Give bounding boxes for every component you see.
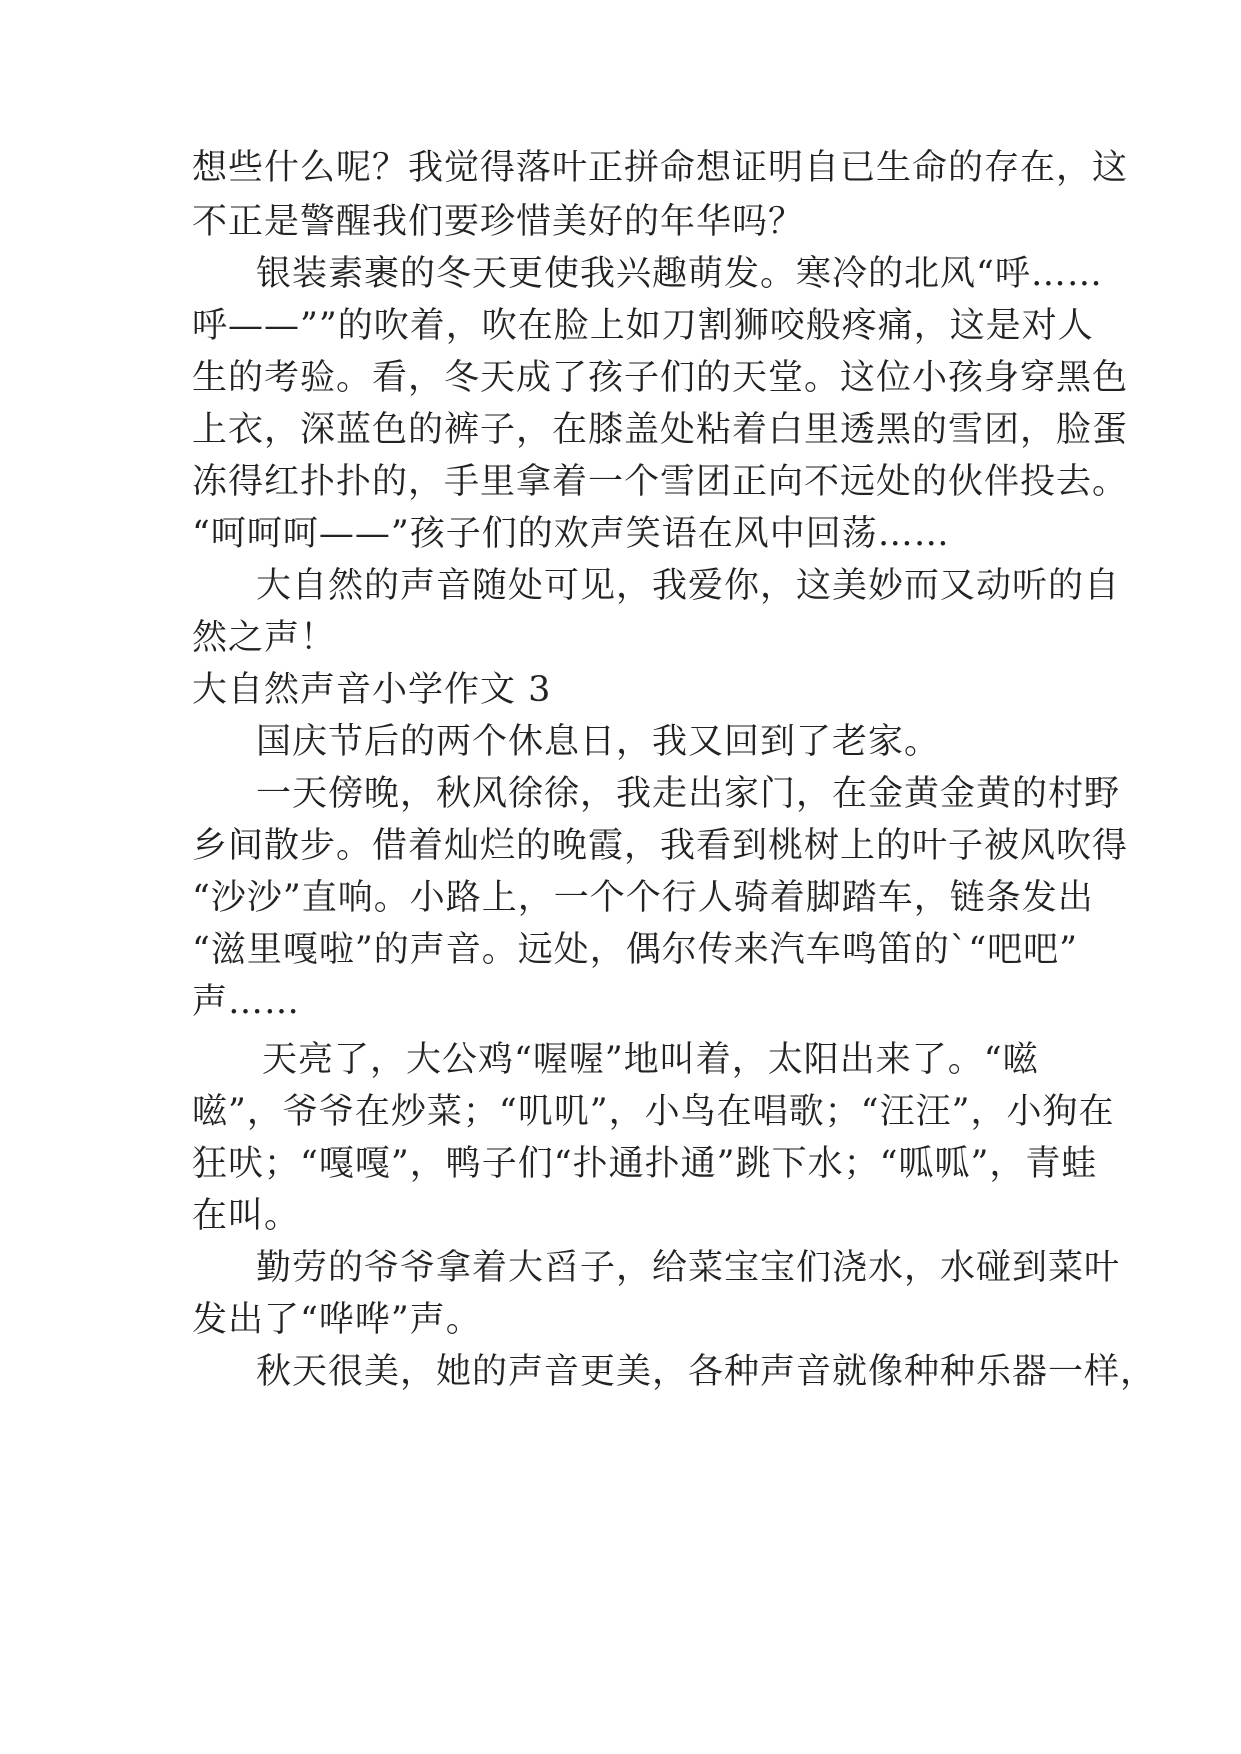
text-line: “滋里嘎啦”的声音。远处，偶尔传来汽车鸣笛的`“吧吧”: [192, 930, 1079, 970]
text-line: 上衣，深蓝色的裤子，在膝盖处粘着白里透黑的雪团，脸蛋: [192, 410, 1129, 450]
section-heading: 大自然声音小学作文 3: [192, 670, 552, 710]
text-line: 国庆节后的两个休息日，我又回到了老家。: [256, 722, 941, 762]
text-line: “呵呵呵——”孩子们的欢声笑语在风中回荡……: [192, 514, 950, 554]
text-line: 声……: [192, 982, 301, 1022]
text-line: 在叫。: [192, 1196, 301, 1236]
text-line: 勤劳的爷爷拿着大舀子，给菜宝宝们浇水，水碰到菜叶: [256, 1248, 1121, 1288]
text-line: 嗞”，爷爷在炒菜；“叽叽”，小鸟在唱歌；“汪汪”，小狗在: [192, 1092, 1115, 1132]
text-line: 然之声！: [192, 618, 337, 658]
text-line: 大自然的声音随处可见，我爱你，这美妙而又动听的自: [256, 566, 1121, 606]
text-line: 一天傍晚，秋风徐徐，我走出家门，在金黄金黄的村野: [256, 774, 1121, 814]
text-line: 乡间散步。借着灿烂的晚霞，我看到桃树上的叶子被风吹得: [192, 826, 1129, 866]
text-line: 银装素裹的冬天更使我兴趣萌发。寒冷的北风“呼……: [256, 254, 1103, 294]
text-line: 天亮了，大公鸡“喔喔”地叫着，太阳出来了。“嗞: [262, 1040, 1039, 1080]
text-line: 冻得红扑扑的，手里拿着一个雪团正向不远处的伙伴投去。: [192, 462, 1129, 502]
text-line: 呼——””的吹着，吹在脸上如刀割狮咬般疼痛，这是对人: [192, 306, 1094, 346]
text-line: “沙沙”直响。小路上，一个个行人骑着脚踏车，链条发出: [192, 878, 1094, 918]
text-line: 不正是警醒我们要珍惜美好的年华吗？: [192, 202, 805, 242]
text-line: 生的考验。看，冬天成了孩子们的天堂。这位小孩身穿黑色: [192, 358, 1129, 398]
text-line: 秋天很美，她的声音更美，各种声音就像种种乐器一样，: [256, 1352, 1157, 1392]
text-line: 发出了“哗哗”声。: [192, 1300, 482, 1340]
text-line: 想些什么呢？我觉得落叶正拼命想证明自已生命的存在，这: [192, 148, 1129, 188]
text-line: 狂吠；“嘎嘎”，鸭子们“扑通扑通”跳下水；“呱呱”，青蛙: [192, 1144, 1098, 1184]
